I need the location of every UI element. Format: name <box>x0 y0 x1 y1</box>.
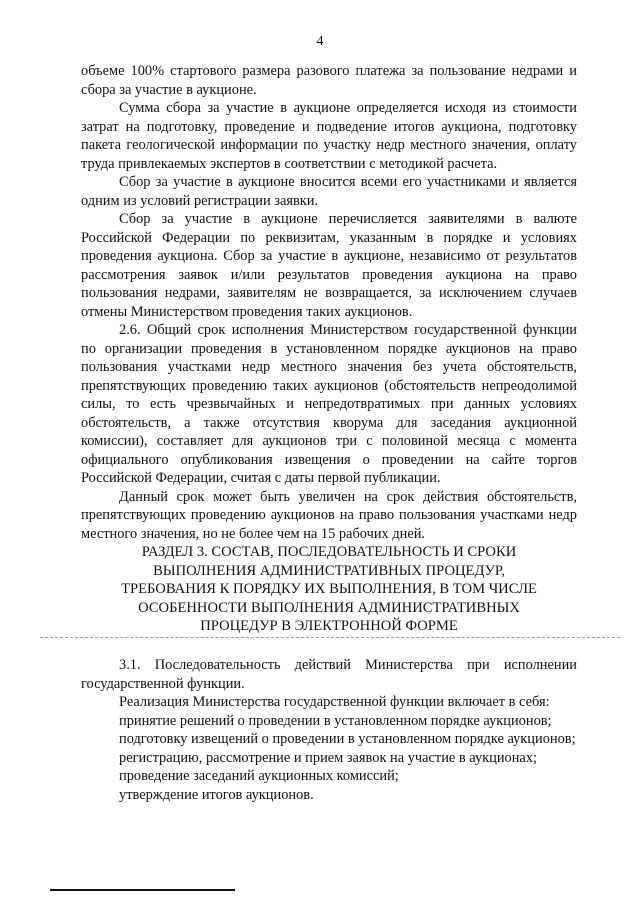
paragraph: 3.1. Последовательность действий Министерства при исполнении государственной функции. <box>81 657 577 692</box>
footer-rule <box>50 889 235 891</box>
paragraph: Реализация Министерства государственной функции включает в себя: <box>119 694 550 710</box>
list-item: принятие решений о проведении в установленном порядке аукционов; <box>119 712 552 729</box>
scan-divider <box>40 637 620 638</box>
paragraph: Сбор за участие в аукционе вносится всеми его участниками и является одним из условий регистрации заявки. <box>81 174 577 209</box>
section-heading-line: ОСОБЕННОСТИ ВЫПОЛНЕНИЯ АДМИНИСТРАТИВНЫХ <box>138 599 520 616</box>
paragraph: Сумма сбора за участие в аукционе определяется исходя из стоимости затрат на подготовку, проведение и подведение итогов аукциона, подготовку пакета геологической информации по участку недр местного значения, оплату труда привлекаемых экспертов в соответствии с методикой расчета. <box>81 100 577 172</box>
section-heading-line: РАЗДЕЛ 3. СОСТАВ, ПОСЛЕДОВАТЕЛЬНОСТЬ И СРОКИ <box>141 544 517 560</box>
paragraph: 2.6. Общий срок исполнения Министерством государственной функции по организации проведения в установленном порядке аукционов на право пользования участками недр местного значения без учета обстоятельств, препятствующих проведению таких аукционов (обстоятельств непреодолимой силы, то есть чрезвычайных и непредотвратимых при данных условиях обстоятельств, а также отсутствия кворума для заседания аукционной комиссии), составляет для аукционов три с половиной месяца с момента официального опубликования извещения о проведении на сайте торгов Российской Федерации, считая с даты первой публикации. <box>81 322 577 486</box>
body-text-bottom <box>81 656 577 804</box>
list-item: проведение заседаний аукционных комиссий; <box>119 768 399 784</box>
paragraph: Сбор за участие в аукционе перечисляется заявителями в валюте Российской Федерации по реквизитам, указанным в порядке и условиях проведения аукциона. Сбор за участие в аукционе, независимо от результатов рассмотрения заявок и/или результатов проведения аукциона на право пользования недрами, заявителям не возвращается, за исключением случаев отмены Министерством проведения таких аукционов. <box>81 211 577 320</box>
section-heading-line: ТРЕБОВАНИЯ К ПОРЯДКУ ИХ ВЫПОЛНЕНИЯ, В ТОМ ЧИСЛЕ <box>121 581 537 597</box>
paragraph: объеме 100% стартового размера разового платежа за пользование недрами и сбора за участие в аукционе. <box>81 63 577 98</box>
body-text-top <box>81 62 577 543</box>
paragraph: Данный срок может быть увеличен на срок действия обстоятельств, препятствующих проведению аукционов на право пользования участками недр местного значения, но не более чем на 15 рабочих дней. <box>81 488 577 542</box>
page-number: 4 <box>316 34 324 49</box>
section-heading-line: ПРОЦЕДУР В ЭЛЕКТРОННОЙ ФОРМЕ <box>200 618 458 634</box>
section-heading <box>120 543 538 636</box>
list-item: подготовку извещений о проведении в установленном порядке аукционов; <box>119 731 576 747</box>
list-item: регистрацию, рассмотрение и прием заявок на участие в аукционах; <box>119 749 538 766</box>
list-item: утверждение итогов аукционов. <box>119 786 314 803</box>
section-heading-line: ВЫПОЛНЕНИЯ АДМИНИСТРАТИВНЫХ ПРОЦЕДУР, <box>153 562 505 579</box>
